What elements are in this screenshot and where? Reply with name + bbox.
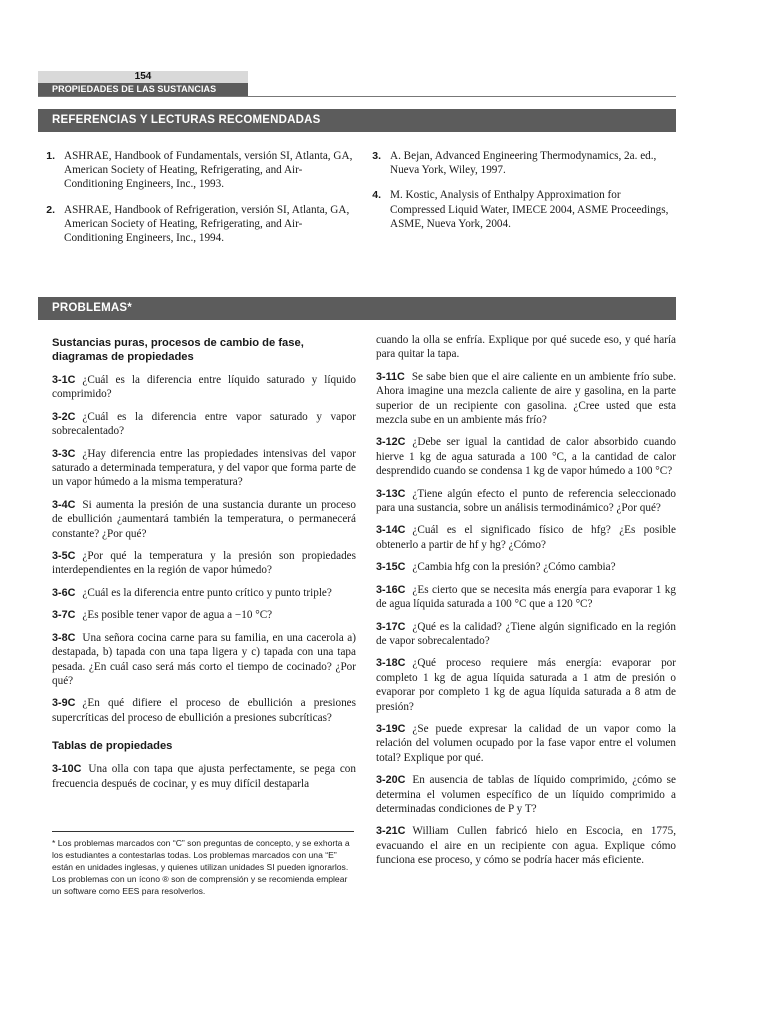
problem-text: ¿Hay diferencia entre las propiedades intensivas del vapor saturado a determinada temperatura, y del vapor que forma parte de un vapor húmedo a la misma temperatura?: [52, 447, 356, 489]
problem-item: [52, 762, 356, 791]
reference-number: 1.: [46, 150, 55, 162]
problem-number: 3-3C: [52, 447, 76, 460]
problem-item: [376, 773, 676, 816]
problems-left-column: [52, 336, 356, 799]
references-list-right: [364, 149, 676, 242]
problem-continuation: cuando la olla se enfría. Explique por qué sucede eso, y qué haría para quitar la tapa.: [376, 334, 676, 361]
problem-number: 3-20C: [376, 774, 406, 787]
problem-text: Una señora cocina carne para su familia, en una cacerola a) destapada, b) tapada con una tapa ligera y c) tapada con una tapa pesada. ¿En cuál caso será más corto el tiempo de cocinado? ¿Por qué?: [52, 631, 356, 687]
problem-number: 3-7C: [52, 609, 76, 622]
problem-item: [52, 410, 356, 439]
problem-item: [376, 620, 676, 649]
problem-number: 3-6C: [52, 586, 76, 599]
running-section-title: PROPIEDADES DE LAS SUSTANCIAS PURAS: [38, 83, 248, 96]
problem-list: [376, 370, 676, 868]
problem-text: William Cullen fabricó hielo en Escocia, en 1775, evacuando el aire en un recipiente con agua. Explique cómo funciona ese proceso, y cómo se podría hacer más eficiente.: [376, 825, 676, 867]
problem-item: [52, 447, 356, 490]
problem-number: 3-1C: [52, 374, 76, 386]
problem-number: 3-5C: [52, 550, 76, 563]
problem-text: ¿Qué es la calidad? ¿Tiene algún significado en la región de vapor sobrecalentado?: [376, 620, 676, 647]
reference-item: [364, 188, 676, 231]
problem-item: [376, 824, 676, 867]
problem-text: ¿En qué difiere el proceso de ebullición a presiones supercríticas del proceso de ebullición a presiones subcríticas?: [52, 697, 356, 724]
problem-item: [52, 498, 356, 541]
problem-text: ¿Es cierto que se necesita más energía para evaporar 1 kg de agua líquida saturada a 100 °C que a 120 °C?: [376, 583, 676, 611]
reference-number: 4.: [372, 189, 381, 202]
problem-text: ¿Cuál es el significado físico de hfg? ¿Es posible obtenerlo a partir de hf y hg? ¿Cómo?: [376, 524, 676, 551]
page-header: [38, 71, 248, 107]
problem-item: [376, 487, 676, 516]
problem-number: 3-19C: [376, 722, 406, 735]
reference-text: M. Kostic, Analysis of Enthalpy Approximation for Compressed Liquid Water, IMECE 2004, ASME Proceedings, ASME, Nueva York, 2004.: [390, 189, 669, 230]
reference-number: 3.: [372, 150, 381, 162]
problem-number: 3-12C: [376, 436, 406, 449]
problem-text: En ausencia de tablas de líquido comprimido, ¿cómo se determina el volumen específico de un líquido comprimido a determinadas condiciones de P y T?: [376, 774, 676, 815]
problem-number: 3-9C: [52, 697, 76, 710]
problems-right-column: [376, 333, 676, 876]
problem-text: ¿Cambia hfg con la presión? ¿Cómo cambia?: [412, 561, 616, 574]
problem-text: Si aumenta la presión de una sustancia durante un proceso de ebullición ¿aumentará también la temperatura, o permanecerá constante? ¿Por qué?: [52, 498, 356, 540]
problem-item: [52, 549, 356, 578]
reference-item: [38, 149, 358, 192]
problem-number: 3-11C: [376, 370, 405, 383]
problem-text: ¿Cuál es la diferencia entre punto crítico y punto triple?: [82, 586, 332, 599]
problem-text: ¿Por qué la temperatura y la presión son propiedades interdependientes en la región de vapor húmedo?: [52, 550, 356, 577]
problem-number: 3-17C: [376, 620, 406, 633]
problem-list: [52, 373, 356, 725]
footnote-rule: [52, 831, 354, 832]
problem-item: [376, 435, 676, 478]
problem-number: 3-13C: [376, 487, 406, 500]
problem-item: [52, 696, 356, 725]
footnote: * Los problemas marcados con “C” son preguntas de concepto, y se exhorta a los estudiantes a contestarlas todas. Los problemas marcados con una “E” están en unidades inglesas, y quienes utilizan unidades SI pueden ignorarlos. Los problemas con un ícono ® son de comprensión y se recomienda emplear un software como EES para resolverlos.: [52, 838, 350, 896]
problem-text: ¿Se puede expresar la calidad de un vapor como la relación del volumen ocupado por la fase vapor entre el volumen total? Explique por qué.: [376, 722, 676, 764]
problem-item: [376, 560, 676, 574]
reference-text: A. Bejan, Advanced Engineering Thermodynamics, 2a. ed., Nueva York, Wiley, 1997.: [390, 150, 657, 177]
references-heading: REFERENCIAS Y LECTURAS RECOMENDADAS: [38, 109, 676, 132]
problem-text: ¿Debe ser igual la cantidad de calor absorbido cuando hierve 1 kg de agua saturada a 100 °C, a la cantidad de calor desprendido cuando se condensa 1 kg de vapor húmedo a 100 °C?: [376, 436, 676, 478]
problem-item: [376, 370, 676, 428]
problem-item: [376, 656, 676, 714]
reference-text: ASHRAE, Handbook of Fundamentals, versión SI, Atlanta, GA, American Society of Heating, Refrigerating, and Air-Conditioning Engineers, Inc., 1993.: [64, 150, 353, 191]
problem-item: [52, 608, 356, 622]
page-number: 154: [38, 71, 248, 83]
problem-text: ¿Tiene algún efecto el punto de referencia seleccionado para una sustancia, sobre un análisis termodinámico? ¿Por qué?: [376, 487, 676, 515]
problem-text: ¿Cuál es la diferencia entre vapor saturado y vapor sobrecalentado?: [52, 410, 356, 438]
problem-item: [376, 583, 676, 612]
problem-number: 3-15C: [376, 561, 406, 574]
references-list-left: [38, 149, 358, 256]
problem-list: [52, 762, 356, 791]
problem-number: 3-21C: [376, 825, 406, 838]
problem-text: ¿Cuál es la diferencia entre líquido saturado y líquido comprimido?: [52, 374, 356, 401]
problem-number: 3-8C: [52, 631, 76, 644]
reference-number: 2.: [46, 203, 55, 216]
problem-item: [376, 722, 676, 765]
problem-number: 3-10C: [52, 763, 82, 776]
problem-text: Se sabe bien que el aire caliente en un ambiente frío sube. Ahora imagine una mezcla caliente de aire y gasolina, en la parte superior de un recipiente con gasolina. ¿Cree usted que esta mezcla sube en un ambiente más frío?: [376, 370, 676, 427]
problem-text: ¿Es posible tener vapor de agua a −10 °C?: [82, 609, 273, 622]
problem-number: 3-2C: [52, 410, 76, 423]
problem-item: [52, 631, 356, 689]
problems-heading: PROBLEMAS*: [38, 297, 676, 320]
problem-item: [52, 586, 356, 600]
subsection-heading: Tablas de propiedades: [52, 740, 173, 753]
problem-item: [52, 373, 356, 402]
reference-item: [364, 149, 676, 177]
problem-text: ¿Qué proceso requiere más energía: evaporar por completo 1 kg de agua líquida saturada a 1 atm de presión o evaporar por completo 1 kg de agua líquida saturada a 8 atm de presión?: [376, 657, 676, 713]
reference-text: ASHRAE, Handbook of Refrigeration, versión SI, Atlanta, GA, American Society of Heating, Refrigerating, and Air-Conditioning Engineers, Inc., 1994.: [64, 203, 350, 245]
problem-number: 3-18C: [376, 657, 406, 670]
header-rule: [38, 96, 676, 97]
problem-item: [376, 523, 676, 552]
problem-number: 3-16C: [376, 583, 406, 596]
problem-number: 3-4C: [52, 498, 76, 511]
subsection-heading: Sustancias puras, procesos de cambio de fase, diagramas de propiedades: [52, 337, 304, 363]
problem-text: Una olla con tapa que ajusta perfectamente, se pega con frecuencia después de cocinar, y es muy difícil destaparla: [52, 763, 356, 790]
reference-item: [38, 203, 358, 246]
problem-number: 3-14C: [376, 524, 406, 537]
